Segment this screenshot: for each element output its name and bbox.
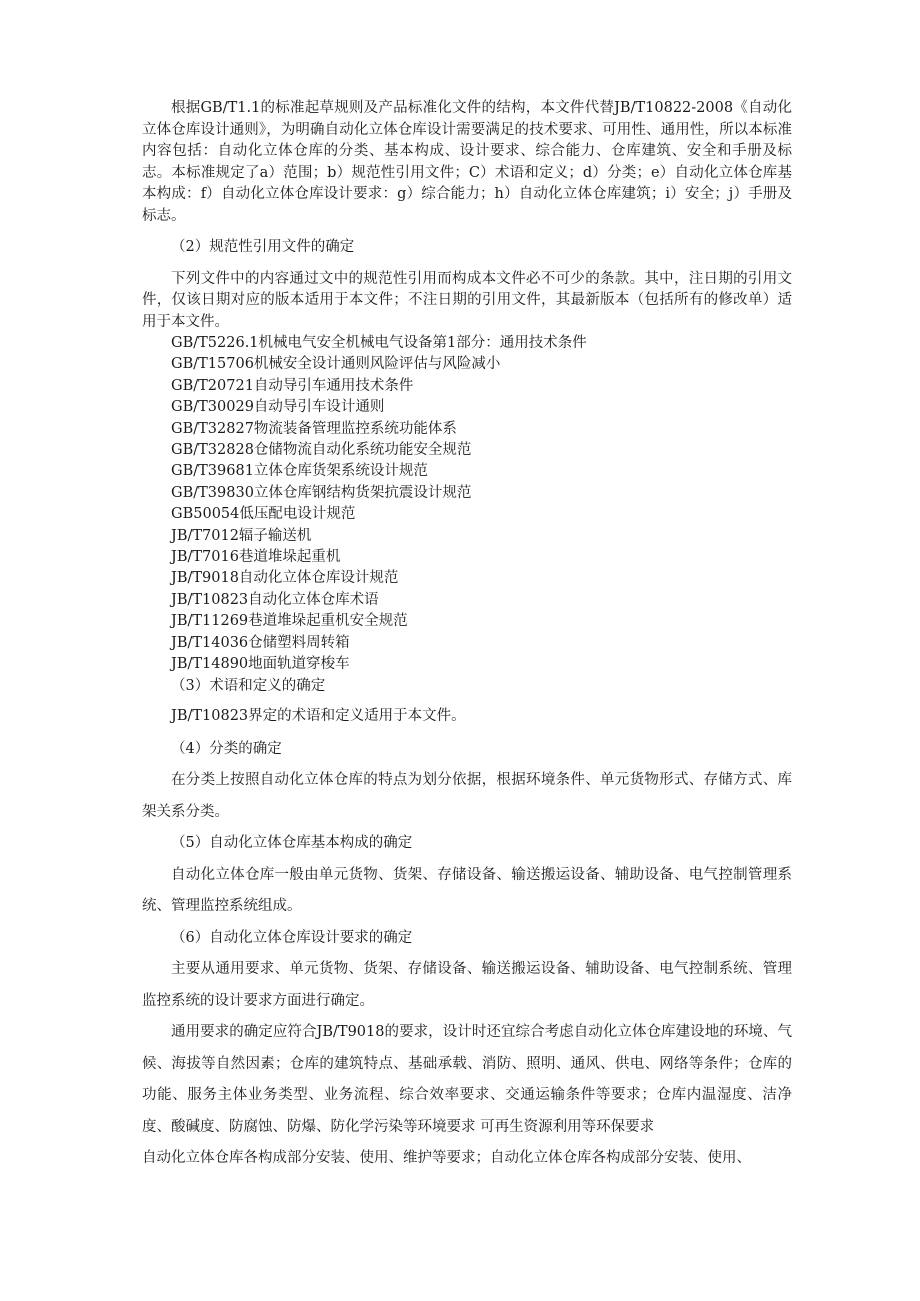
reference-item: GB50054低压配电设计规范 (171, 506, 356, 523)
reference-item: GB/T15706机械安全设计通则风险评估与风险减小 (171, 356, 501, 373)
section-heading-terms: （3）术语和定义的确定 (171, 677, 326, 694)
document-page (142, 98, 792, 1175)
design-requirements-paragraph: 主要从通用要求、单元货物、货架、存储设备、输送搬运设备、辅助设备、电气控制系统、管理监控系统的设计要求方面进行确定。 (142, 961, 792, 1009)
reference-item: GB/T5226.1机械电气安全机械电气设备第1部分：通用技术条件 (171, 335, 587, 351)
general-requirements-tail: 可再生资源利用等环保要求 (480, 1118, 655, 1135)
intro-paragraph: 根据GB/T1.1的标准起草规则及产品标准化文件的结构，本文件代替JB/T10822-2008《自动化立体仓库设计通则》，为明确自动化立体仓库设计需要满足的技术要求、可用性、通用性，所以本标准内容包括：自动化立体仓库的分类、基本构成、设计要求、综合能力、仓库建筑、安全和手册及标志。本标准规定了a）范围；b）规范性引用文件；C）术语和定义；d）分类；e）自动化立体仓库基本构成：f）自动化立体仓库设计要求：g）综合能力；h）自动化立体仓库建筑；i）安全；j）手册及标志。 (142, 100, 792, 224)
reference-list (142, 333, 792, 676)
general-requirements-paragraph (142, 1017, 792, 1143)
reference-item: JB/T14036仓储塑料周转箱 (171, 634, 350, 651)
section-heading-composition: （5）自动化立体仓库基本构成的确定 (171, 835, 413, 851)
reference-item: JB/T11269巷道堆垛起重机安全规范 (171, 613, 408, 630)
reference-item: GB/T20721自动导引车通用技术条件 (171, 377, 414, 394)
reference-item: GB/T32827物流装备管理监控系统功能体系 (171, 420, 457, 437)
reference-item: GB/T39681立体仓库货架系统设计规范 (171, 463, 428, 480)
classification-paragraph: 在分类上按照自动化立体仓库的特点为划分依据，根据环境条件、单元货物形式、存储方式、库架关系分类。 (142, 772, 792, 820)
section-heading-design-requirements: （6）自动化立体仓库设计要求的确定 (171, 929, 413, 946)
reference-item: JB/T7012辐子输送机 (171, 527, 312, 544)
section-heading-normative-references: （2）规范性引用文件的确定 (171, 239, 355, 255)
references-intro-paragraph: 下列文件中的内容通过文中的规范性引用而构成本文件必不可少的条款。其中，注日期的引用文件，仅该日期对应的版本适用于本文件；不注日期的引用文件，其最新版本（包括所有的修改单）适用于本文件。 (142, 270, 792, 330)
last-line-paragraph: 自动化立体仓库各构成部分安装、使用、维护等要求；自动化立体仓库各构成部分安装、使用、 (142, 1150, 751, 1166)
composition-paragraph: 自动化立体仓库一般由单元货物、货架、存储设备、输送搬运设备、辅助设备、电气控制管理系统、管理监控系统组成。 (142, 866, 792, 914)
reference-item: JB/T9018自动化立体仓库设计规范 (171, 570, 399, 587)
reference-item: JB/T10823自动化立体仓库术语 (171, 591, 379, 608)
reference-item: JB/T7016巷道堆垛起重机 (171, 549, 341, 566)
reference-item: GB/T39830立体仓库钢结构货架抗震设计规范 (171, 484, 472, 501)
section-heading-classification: （4）分类的确定 (171, 740, 282, 757)
reference-item: JB/T14890地面轨道穿梭车 (171, 656, 350, 673)
reference-item: GB/T30029自动导引车设计通则 (171, 399, 385, 416)
terms-paragraph: JB/T10823界定的术语和定义适用于本文件。 (171, 708, 466, 724)
general-requirements-text: 通用要求的确定应符合JB/T9018的要求，设计时还宜综合考虑自动化立体仓库建设地的环境、气候、海拔等自然因素；仓库的建筑特点、基础承载、消防、照明、通风、供电、网络等条件；仓库的功能、服务主体业务类型、业务流程、综合效率要求、交通运输条件等要求；仓库内温湿度、洁净度、酸碱度、防腐蚀、防爆、防化学污染等环境要求 (142, 1024, 792, 1135)
reference-item: GB/T32828仓储物流自动化系统功能安全规范 (171, 442, 472, 459)
